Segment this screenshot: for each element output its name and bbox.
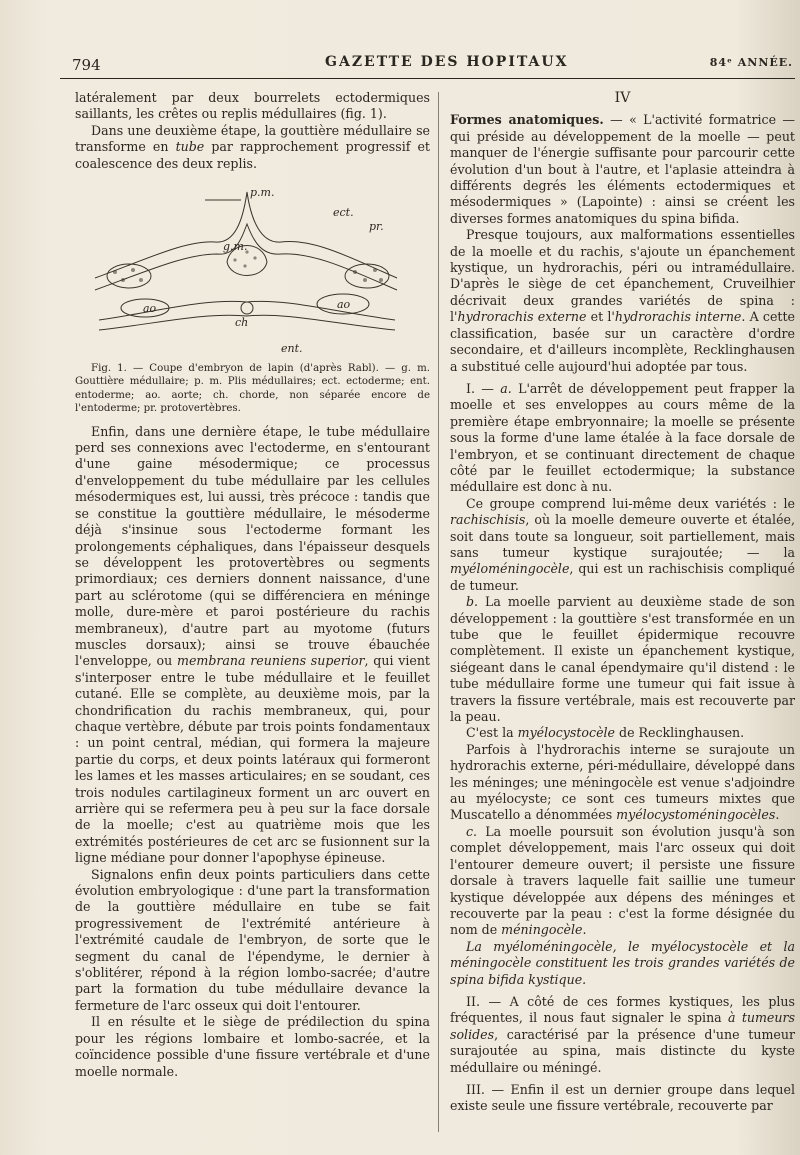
paragraph: Dans une deuxième étape, la gouttière médullaire se transforme en tube par rapprochement progressif et coalescence des deux replis.: [75, 122, 430, 171]
label-ch: ch: [235, 316, 249, 330]
embryo-section-figure: [85, 180, 405, 358]
left-column: [75, 90, 430, 1080]
paragraph: Il en résulte et le siège de prédilection du spina pour les régions lombaire et lombo-sacrée, et la coïncidence possible d'une fissure vertébrale et d'une moelle normale.: [75, 1014, 430, 1079]
section-number: IV: [614, 90, 631, 106]
embryo-diagram: [85, 180, 405, 358]
label-ent: ent.: [281, 342, 303, 356]
paragraph: latéralement par deux bourrelets ectodermiques saillants, les crêtes ou replis médullaires (fig. 1).: [75, 90, 430, 122]
paragraph: I. — a. L'arrêt de développement peut frapper la moelle et ses enveloppes au cours même de la première étape embryonnaire; la moelle se présente sous la forme d'une lame étalée à la face dorsale de l'embryon, et se continuant directement de chaque côté par le feuillet ectodermique; la substance médullaire est donc à nu.: [450, 380, 796, 495]
paragraph: b. La moelle parvient au deuxième stade de son développement : la gouttière s'est transformée en un tube que le feuillet épidermique recouvre complètement. Il existe un épanchement kystique, siégeant dans le canal épendymaire qu'il distend : le tube médullaire forme une tumeur qui fait issue à travers la fissure vertébrale, mais est recouverte par la peau.: [450, 594, 795, 725]
year-label: 84ᵉ ANNÉE.: [709, 56, 793, 69]
running-header: [60, 52, 795, 79]
paragraph: Parfois à l'hydrorachis interne se surajoute un hydrorachis externe, péri-médullaire, développé dans les méninges; une méningocèle est venue s'adjoindre au myélocyste; ce sont ces tumeurs mixtes que Muscatello a dénommées myélocystoméningocèles.: [450, 741, 795, 823]
label-ect: ect.: [333, 206, 354, 220]
paragraph: Ce groupe comprend lui-même deux variétés : le rachischisis, où la moelle demeure ouverte et étalée, soit dans toute sa longueur, soit partiellement, mais sans tumeur kystique surajoutée; — la myéloméningocèle, qui est un rachischisis compliqué de tumeur.: [450, 495, 795, 593]
page-number: 794: [72, 56, 101, 74]
column-divider: [438, 92, 439, 1132]
paragraph: C'est la myélocystocèle de Recklinghausen.: [466, 725, 745, 741]
right-column: [450, 90, 795, 1115]
paragraph: La myéloméningocèle, le myélocystocèle et la méningocèle constituent les trois grandes variétés de spina bifida kystique.: [450, 938, 795, 987]
paragraph: Signalons enfin deux points particuliers dans cette évolution embryologique : d'une part la transformation de la gouttière médullaire en tube se fait progressivement de l'extrémité antérieure à l'extrémité caudale de l'embryon, de sorte que le segment du canal de l'épendyme, le dernier à s'oblitérer, répond à la région lombo-sacrée; d'autre part la formation du tube médullaire devance la fermeture de l'arc osseux qui doit l'entourer.: [75, 866, 430, 1013]
paragraph: Presque toujours, aux malformations essentielles de la moelle et du rachis, s'ajoute un épanchement kystique, un hydrorachis, péri ou intramédullaire. D'après le siège de cet épanchement, Cruveilhier décrivait deux grandes variétés de spina : l'hydrorachis externe et l'hydrorachis interne. A cette classification, basée sur un caractère d'ordre secondaire, et d'ailleurs incomplète, Recklinghausen a substitué celle aujourd'hui adoptée par tous.: [450, 227, 795, 374]
journal-title: GAZETTE DES HOPITAUX: [325, 54, 569, 70]
paragraph: III. — Enfin il est un dernier groupe dans lequel existe seule une fissure vertébrale, recouverte par: [450, 1081, 795, 1114]
section-heading: Formes anatomiques.: [450, 112, 604, 128]
label-pr: pr.: [369, 220, 384, 234]
paragraph: c. La moelle poursuit son évolution jusqu'à son complet développement, mais l'arc osseux qui doit l'entourer demeure ouvert; il persiste une fissure dorsale à travers laquelle fait saillie une tumeur kystique développée aux dépens des méninges et recouverte par la peau : c'est la forme désignée du nom de méningocèle.: [450, 823, 795, 938]
label-ao-right: ao: [337, 298, 351, 312]
label-pm: p.m.: [250, 186, 275, 200]
paragraph: Formes anatomiques. — « L'activité formatrice — qui préside au développement de la moelle — peut manquer de l'énergie suffisante pour parcourir cette évolution d'un bout à l'autre, et l'aplasie atteindra à différents degrés les éléments ectodermiques et mésodermiques » (Lapointe) : ainsi se créent les diverses formes anatomiques du spina bifida.: [450, 112, 795, 226]
figure-caption: Fig. 1. — Coupe d'embryon de lapin (d'après Rabl). — g. m. Gouttière médullaire; p. m. Plis médullaires; ect. ectoderme; ent. entoderme; ao. aorte; ch. chorde, non séparée encore de l'entoderme; pr. protovertèbres.: [75, 363, 430, 415]
paragraph: Enfin, dans une dernière étape, le tube médullaire perd ses connexions avec l'ectoderme, en s'entourant d'une gaine mésodermique; ce processus d'enveloppement du tube médullaire par les cellules mésodermiques est, lui aussi, très précoce : tandis que se constitue la gouttière médullaire, le mésoderme déjà s'insinue sous l'ectoderme formant les prolongements céphaliques, dans l'épaisseur desquels se développent les protovertèbres ou segments primordiaux; ces derniers donnent naissance, d'une part au sclérotome (qui se différenciera en méninge molle, dure-mère et paroi postérieure du rachis membraneux), d'autre part au myotome (futurs muscles dorsaux); ainsi se trouve ébauchée l'enveloppe, ou membrana reuniens superior, qui vient s'interposer entre le tube médullaire et le feuillet cutané. Elle se complète, au deuxième mois, par la chondrification du rachis membraneux, qui, pour chaque vertèbre, débute par trois points fondamentaux : un point central, médian, qui formera la majeure partie du corps, et deux points latéraux qui formeront les lames et les masses articulaires; en se soudant, ces trois nodules cartilagineux forment un arc ouvert en arrière qui se refermera peu à peu sur la face dorsale de la moelle; c'est au quatrième mois que les extrémités postérieures de cet arc se fusionnent sur la ligne médiane pour donner l'apophyse épineuse.: [75, 423, 430, 866]
paragraph: II. — A côté de ces formes kystiques, les plus fréquentes, il nous faut signaler le spina à tumeurs solides, caractérisé par la présence d'une tumeur surajoutée au spina, mais distincte du kyste médullaire ou méningé.: [450, 993, 795, 1075]
label-ao-left: ao: [143, 302, 157, 316]
label-gm: g.m.: [223, 240, 248, 254]
